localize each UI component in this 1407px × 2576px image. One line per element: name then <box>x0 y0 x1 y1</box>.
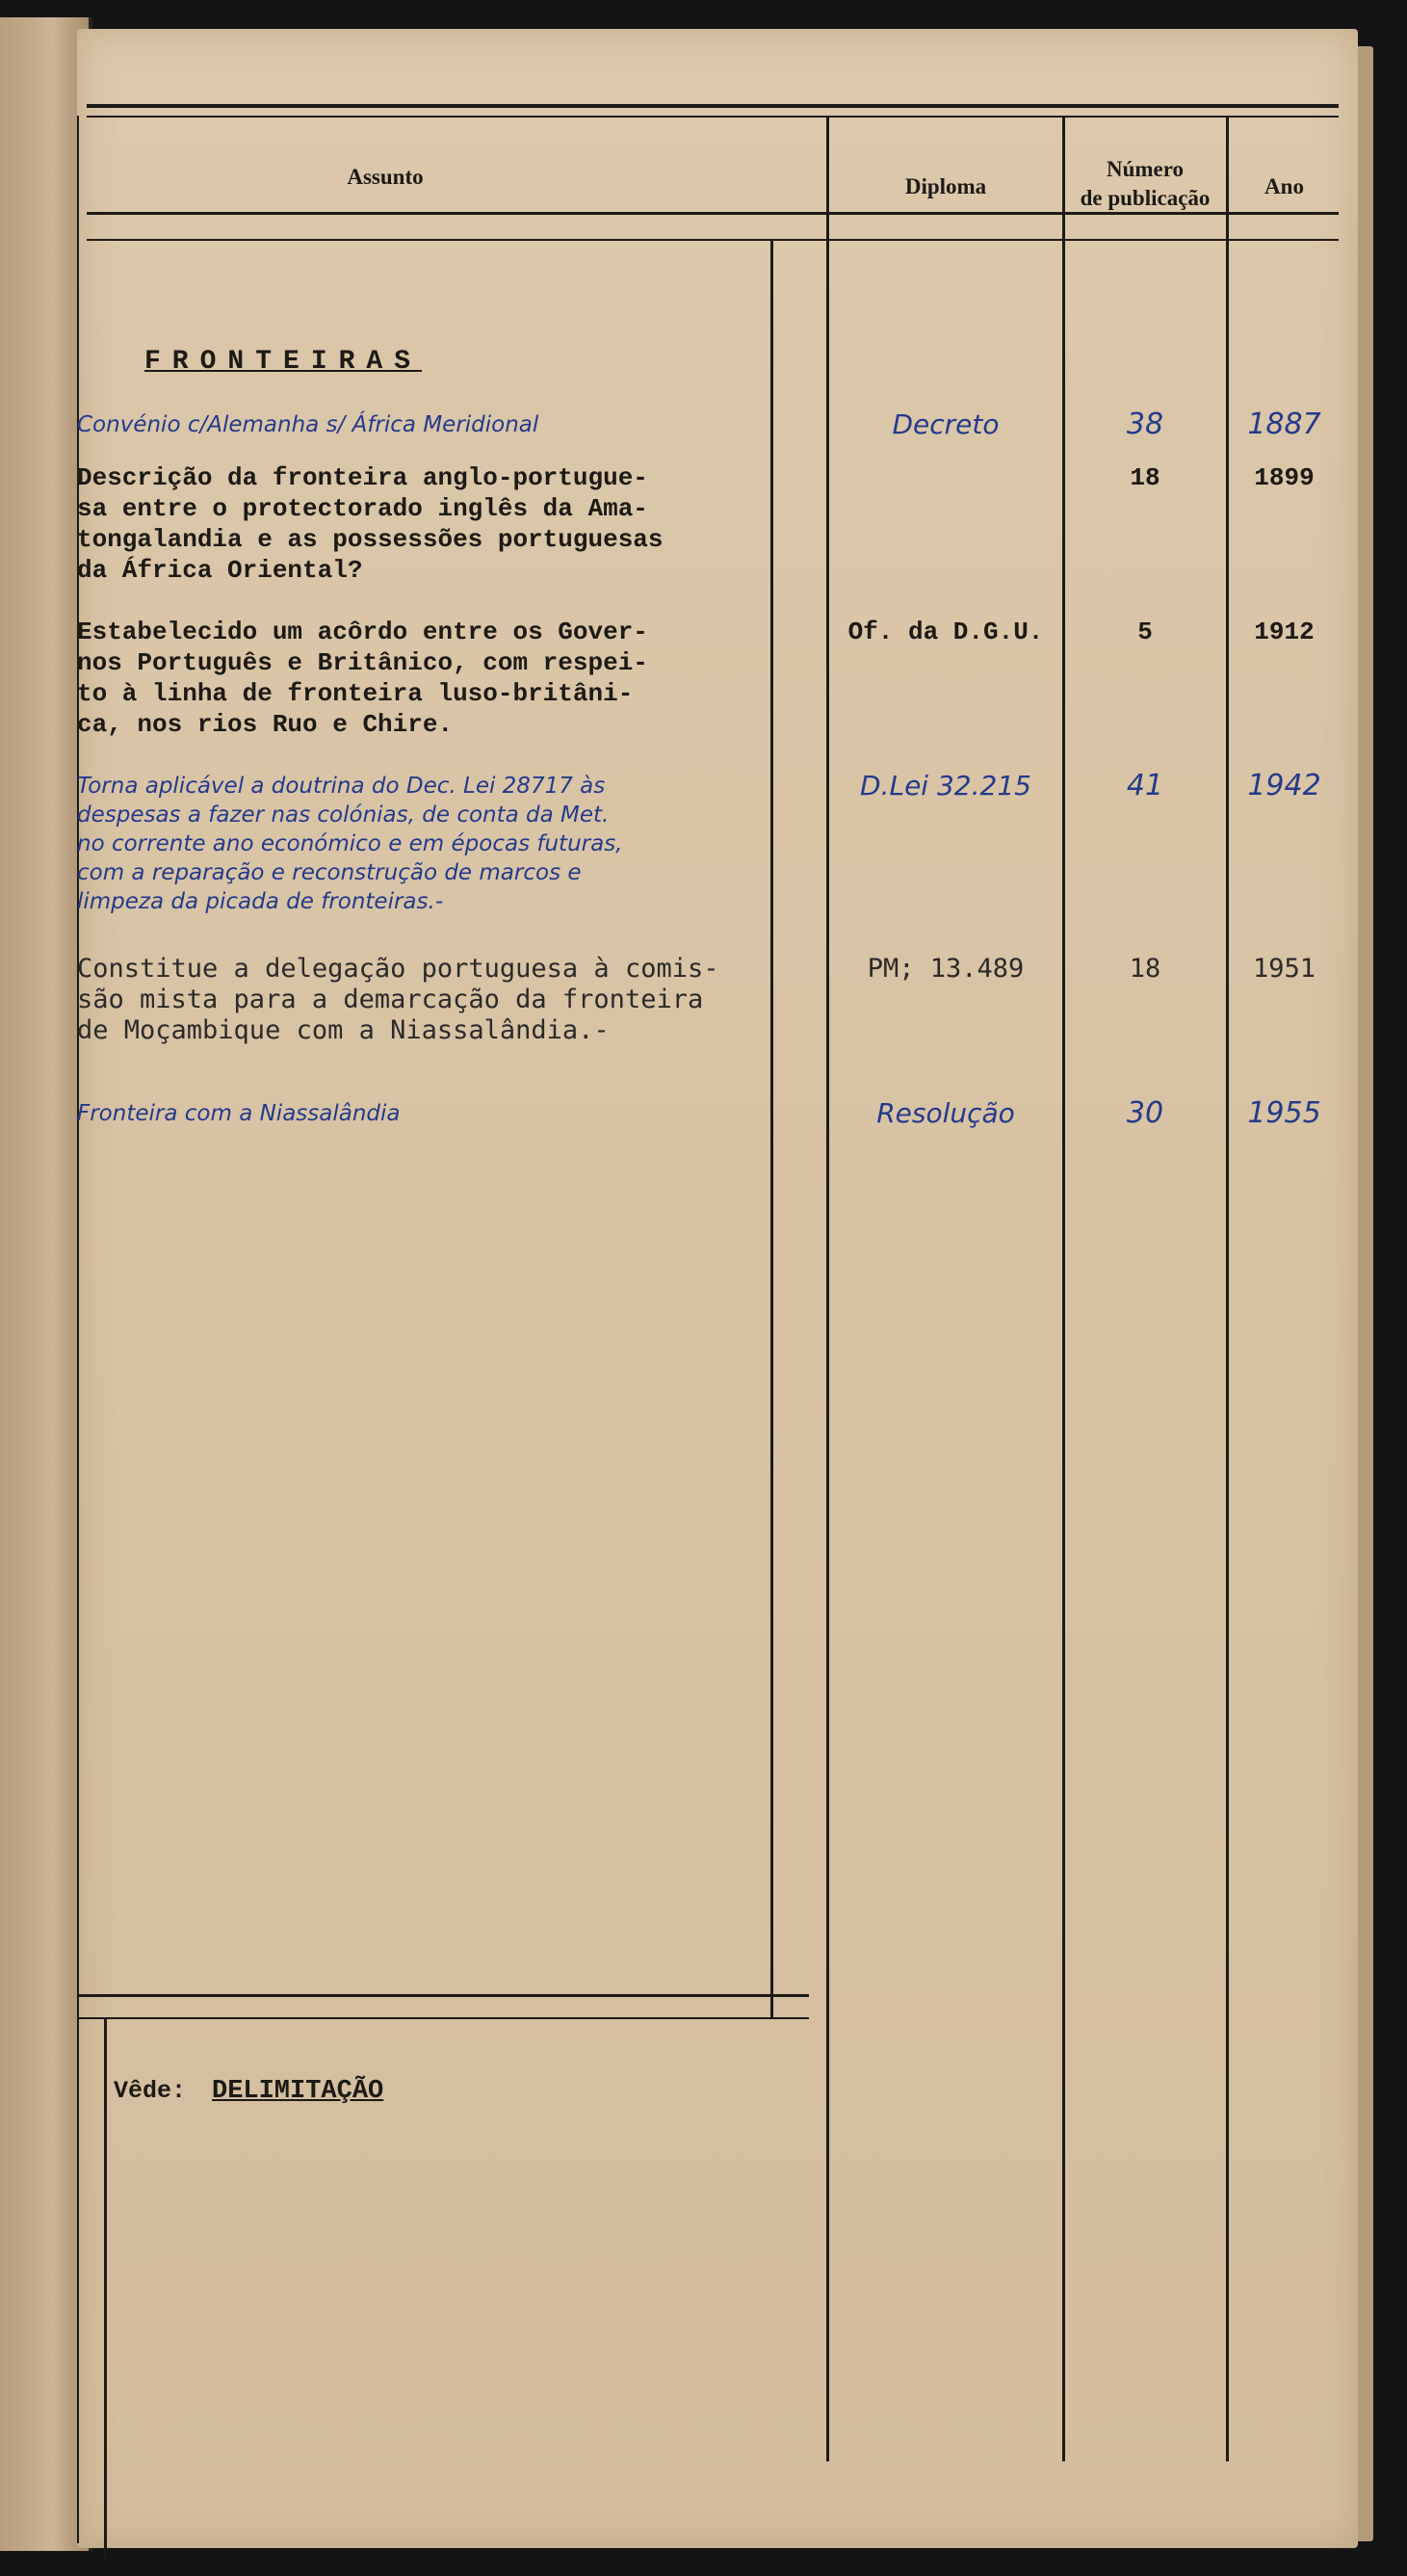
vide-label: Vêde: <box>114 2077 187 2105</box>
inner-assunto-rule <box>770 241 773 2018</box>
entry-assunto-line: tongalandia e as possessões portuguesas <box>77 525 664 554</box>
entry-ano: 1951 <box>1252 954 1316 984</box>
top-rule <box>87 104 1339 108</box>
entry-assunto-line: com a reparação e reconstrução de marcos e <box>77 860 582 885</box>
entry-diploma: PM; 13.489 <box>867 954 1025 984</box>
entry-numero: 30 <box>1126 1096 1164 1130</box>
diploma-left-rule <box>826 116 829 2461</box>
entry-numero: 5 <box>1137 618 1153 646</box>
entry-diploma: D.Lei 32.215 <box>860 770 1031 802</box>
entry-assunto-line: de Moçambique com a Niassalândia.- <box>77 1015 610 1045</box>
entry-numero: 38 <box>1126 407 1164 441</box>
footer-left-rule <box>104 2019 107 2559</box>
ano-left-rule <box>1226 116 1229 2461</box>
header-bottom-rule-thin <box>87 239 1339 241</box>
entry-assunto-line: da África Oriental? <box>77 556 363 585</box>
entry-assunto-line: Descrição da fronteira anglo-portugue- <box>77 463 648 492</box>
entry-numero: 18 <box>1129 954 1161 984</box>
entry-assunto-line: Fronteira com a Niassalândia <box>77 1101 401 1126</box>
entry-assunto-line: Torna aplicável a doutrina do Dec. Lei 28717 às <box>77 774 606 799</box>
footer-top-rule-thin <box>77 2017 809 2019</box>
entry-ano: 1912 <box>1254 618 1315 646</box>
entry-diploma: Resolução <box>876 1097 1015 1129</box>
entry-assunto-line: nos Português e Britânico, com respei- <box>77 648 648 677</box>
entry-numero: 18 <box>1130 463 1160 492</box>
header-assunto: Assunto <box>347 165 424 189</box>
entry-assunto-line: ca, nos rios Ruo e Chire. <box>77 710 454 739</box>
entry-assunto-line: sa entre o protectorado inglês da Ama- <box>77 494 648 523</box>
header-diploma: Diploma <box>904 174 987 198</box>
header-numero-line2: de publicação <box>1080 186 1211 210</box>
footer-top-rule <box>77 1994 809 1997</box>
entry-assunto-line: são mista para a demarcação da fronteira <box>77 985 704 1014</box>
index-card <box>77 29 1358 2548</box>
entry-ano: 1899 <box>1254 463 1315 492</box>
entry-assunto-line: Estabelecido um acôrdo entre os Gover- <box>77 618 648 646</box>
section-title: FRONTEIRAS <box>144 347 423 377</box>
entry-diploma: Of. da D.G.U. <box>847 618 1044 646</box>
vide-target: DELIMITAÇÃO <box>212 2077 384 2106</box>
entry-diploma: Decreto <box>892 408 1000 440</box>
entry-ano: 1942 <box>1247 769 1321 802</box>
header-bottom-rule <box>87 212 1339 215</box>
top-rule-thin <box>87 116 1339 118</box>
entry-assunto-line: no corrente ano económico e em épocas futuras, <box>77 831 623 856</box>
header-ano: Ano <box>1264 174 1304 198</box>
entry-assunto-line: to à linha de fronteira luso-britâni- <box>77 679 634 708</box>
entry-ano: 1955 <box>1247 1096 1321 1130</box>
header-numero-line1: Número <box>1106 157 1185 181</box>
numero-left-rule <box>1062 116 1065 2461</box>
entry-assunto-line: despesas a fazer nas colónias, de conta da Met. <box>77 802 610 828</box>
entry-assunto-line: Convénio c/Alemanha s/ África Meridional <box>77 412 539 437</box>
entry-numero: 41 <box>1126 769 1164 802</box>
entry-ano: 1887 <box>1247 407 1321 441</box>
entry-assunto-line: limpeza da picada de fronteiras.- <box>77 889 444 914</box>
entry-assunto-line: Constitue a delegação portuguesa à comis- <box>77 954 719 984</box>
